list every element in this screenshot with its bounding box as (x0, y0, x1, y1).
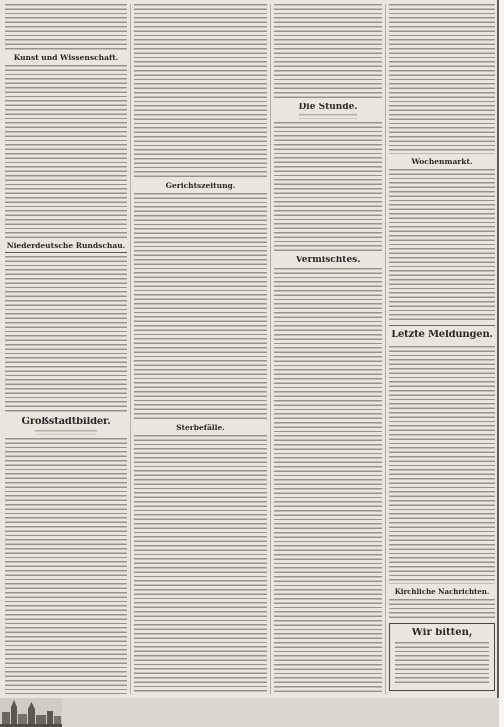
column-3 (274, 4, 382, 694)
article-text (389, 4, 495, 154)
section-heading-story: Die Stunde. (298, 103, 358, 112)
article-text (274, 122, 382, 252)
section-heading-market: Wochenmarkt. (411, 158, 473, 166)
article-text (389, 346, 495, 584)
section-heading-church: Kirchliche Nachrichten. (394, 588, 490, 595)
column-divider (385, 4, 386, 694)
section-heading-city: Großstadtbilder. (21, 417, 111, 427)
article-text (5, 4, 127, 50)
column-2 (134, 4, 267, 694)
column-divider (130, 4, 131, 694)
article-text (5, 256, 127, 414)
city-skyline-illustration (0, 698, 62, 727)
scan-margin (499, 0, 504, 727)
section-heading-deaths: Sterbefälle. (176, 424, 225, 432)
section-heading-misc: Vermischtes. (295, 256, 361, 265)
column-1 (5, 4, 127, 694)
notice-text (395, 642, 489, 686)
article-text (134, 4, 267, 178)
article-text (274, 4, 382, 99)
section-heading-latest: Letzte Meldungen. (391, 330, 493, 340)
section-rule (389, 325, 495, 326)
article-text (134, 193, 267, 421)
section-heading-region: Niederdeutsche Rundschau. (5, 242, 127, 253)
article-subtitle (35, 430, 97, 435)
article-text (274, 268, 382, 694)
column-4 (389, 4, 495, 694)
notice-title: Wir bitten, (411, 628, 473, 638)
footer-band (0, 698, 499, 727)
notice-box (389, 623, 495, 691)
article-text (5, 65, 127, 238)
article-subtitle (299, 114, 357, 119)
article-text (134, 435, 267, 694)
column-divider (270, 4, 271, 694)
article-text (389, 599, 495, 619)
section-heading-art: Kunst und Wissenschaft. (13, 54, 119, 62)
article-text (5, 438, 127, 694)
section-heading-court: Gerichtszeitung. (165, 182, 236, 190)
article-text (389, 169, 495, 321)
